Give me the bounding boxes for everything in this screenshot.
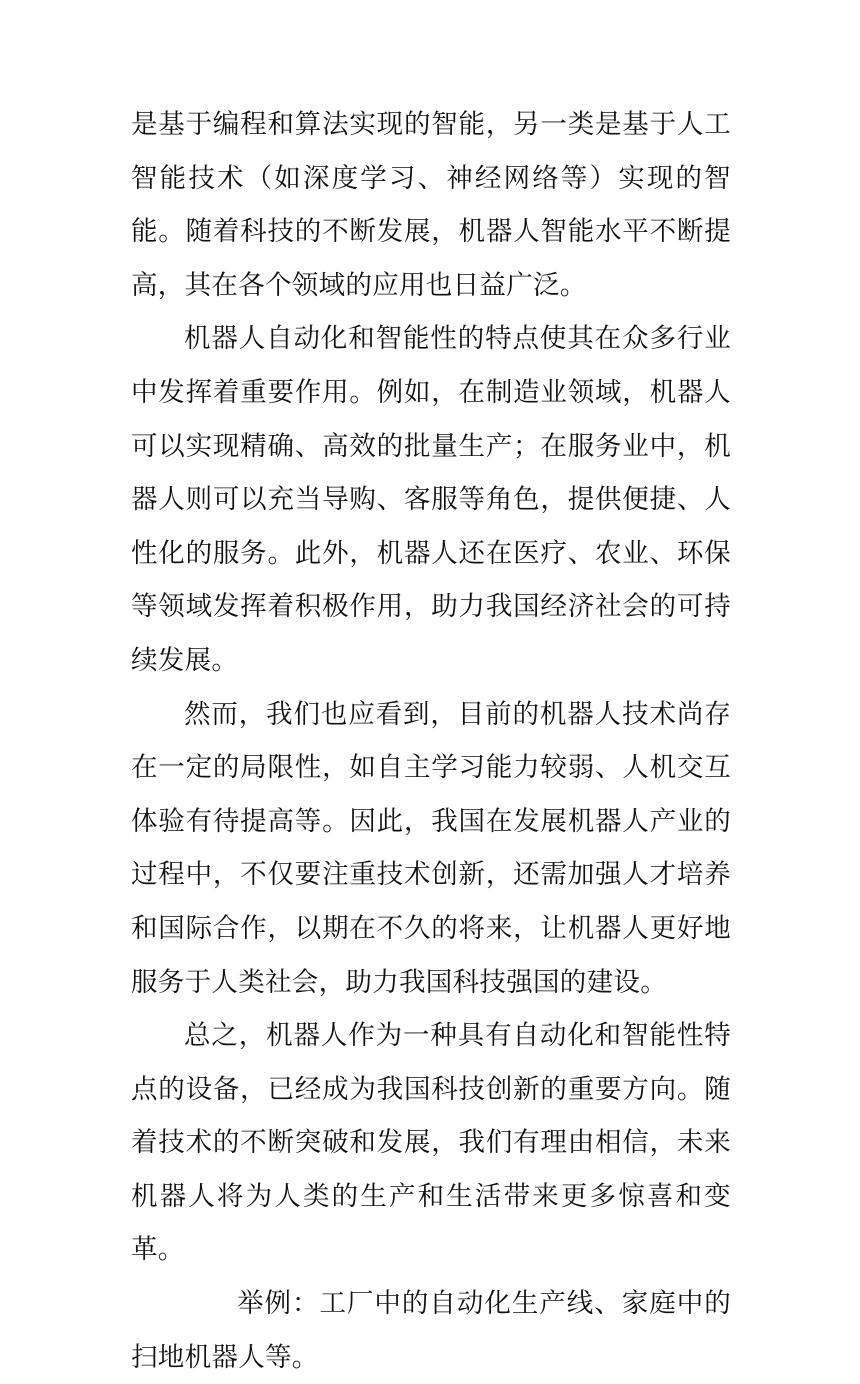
paragraph-continuation: 是基于编程和算法实现的智能，另一类是基于人工智能技术（如深度学习、神经网络等）实现的智能。随着科技的不断发展，机器人智能水平不断提高，其在各个领域的应用也日益广泛。 <box>131 109 731 301</box>
paragraph-example: 举例：工厂中的自动化生产线、家庭中的扫地机器人等。 <box>131 1288 731 1373</box>
paragraph-conclusion: 总之，机器人作为一种具有自动化和智能性特点的设备，已经成为我国科技创新的重要方向。随着技术的不断突破和发展，我们有理由相信，未来机器人将为人类的生产和生活带来更多惊喜和变革。 <box>131 1020 731 1266</box>
body-text <box>131 98 731 1384</box>
paragraph-robot-applications: 机器人自动化和智能性的特点使其在众多行业中发挥着重要作用。例如，在制造业领域，机器人可以实现精确、高效的批量生产；在服务业中，机器人则可以充当导购、客服等角色，提供便捷、人性化的服务。此外，机器人还在医疗、农业、环保等领域发挥着积极作用，助力我国经济社会的可持续发展。 <box>131 323 731 676</box>
paragraph-limitations: 然而，我们也应看到，目前的机器人技术尚存在一定的局限性，如自主学习能力较弱、人机交互体验有待提高等。因此，我国在发展机器人产业的过程中，不仅要注重技术创新，还需加强人才培养和国际合作，以期在不久的将来，让机器人更好地服务于人类社会，助力我国科技强国的建设。 <box>131 698 731 998</box>
